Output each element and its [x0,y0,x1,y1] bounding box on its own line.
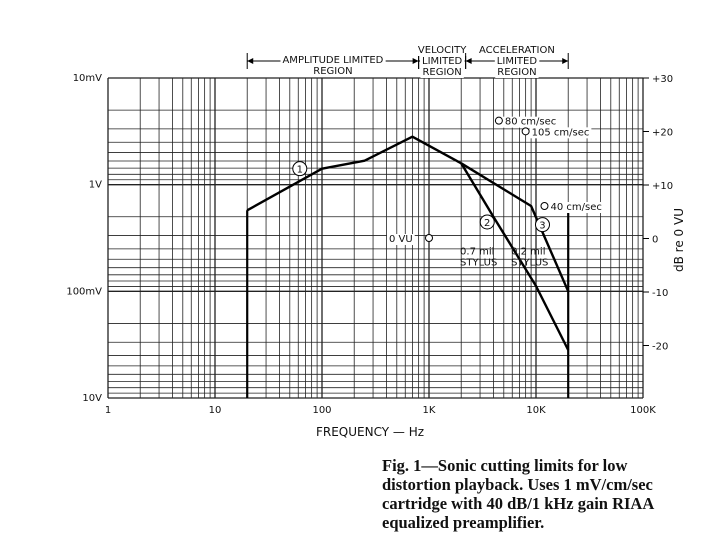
region-arrow-head [413,58,419,64]
annotation-target [541,203,548,210]
series-marker-label: 3 [539,220,546,232]
region-label: REGION [313,66,353,77]
x-tick-label: 10 [208,405,222,416]
region-label: ACCELERATION [478,45,555,56]
x-tick-label: 100 [312,405,332,416]
y-tick-label: 10mV [72,73,102,84]
y-tick-label: 1V [88,179,102,191]
chart-grid [108,78,643,398]
y2-tick-label: +10 [652,181,674,192]
x-tick-label: 10K [526,405,546,416]
region-label: AMPLITUDE LIMITED [282,55,384,66]
region-arrow-head [562,58,568,64]
velocity-annotation: 80 cm/sec [504,116,557,128]
y2-tick-label: -20 [652,341,669,353]
y2-tick-label: +30 [652,74,674,85]
annotation-target [495,117,502,124]
velocity-annotation: 40 cm/sec [550,202,602,213]
axis-ticks [66,73,673,416]
series-line-3 [461,163,568,291]
annotation-target [522,128,529,135]
y2-axis-title: dB re 0 VU [672,208,686,272]
region-label: LIMITED [422,56,463,67]
chart-annotations [293,117,604,269]
region-arrow-head [466,58,472,64]
x-tick-label: 1K [422,405,436,416]
y-tick-label: 10V [82,393,102,404]
region-label: LIMITED [496,56,538,67]
y-tick-label: 100mV [66,286,102,298]
series-marker-label: 2 [484,218,491,229]
x-axis-title: FREQUENCY — Hz [315,425,425,439]
region-labels [247,45,568,78]
x-tick-label: 100K [630,405,656,416]
y2-tick-label: -10 [652,288,669,299]
stylus-label-line: 0.2 mil [511,246,546,258]
annotation-target [426,235,433,242]
x-tick-label: 1 [104,405,112,416]
figure-caption: Fig. 1—Sonic cutting limits for low distortion playback. Uses 1 mV/cm/sec cartridge with 40 dB/1 kHz gain RIAA equalized preamplifier. [382,456,654,532]
series-marker-label: 1 [296,164,303,176]
stylus-label-line: STYLUS [460,257,498,269]
region-label: VELOCITY [417,45,467,56]
velocity-annotation: 105 cm/sec [531,127,590,139]
stylus-label-line: 0.7 mil [460,246,495,258]
region-label: REGION [422,67,462,78]
y2-tick-label: +20 [652,127,674,139]
velocity-annotation: 0 VU [389,234,413,245]
region-arrow-head [247,58,253,64]
y2-tick-label: 0 [652,234,659,246]
stylus-label-line: STYLUS [511,257,549,269]
region-label: REGION [497,67,537,78]
